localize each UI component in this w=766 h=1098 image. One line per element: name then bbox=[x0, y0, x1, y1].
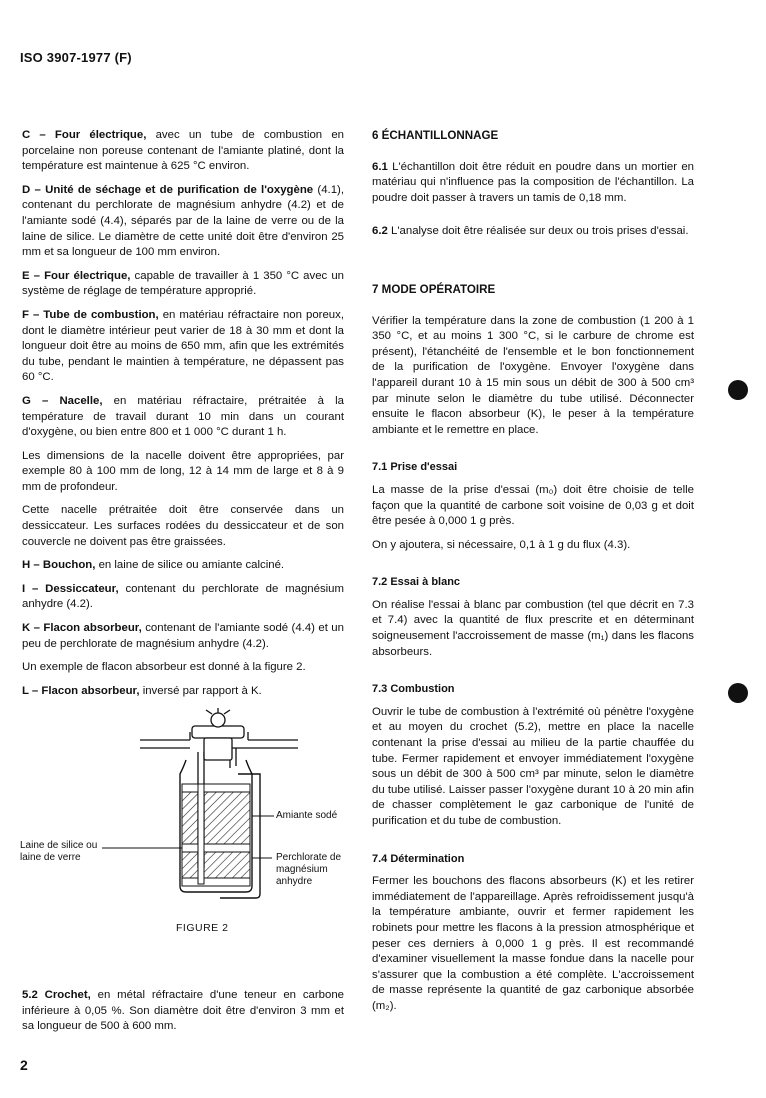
left-column bbox=[22, 128, 344, 707]
section-7-text: Vérifier la température dans la zone de combustion (1 200 à 1 350 °C, et au moins 1 300 °C, si le carbure de chrome est présent), l'étanchéité de l'ensemble et le bon fonctionnement de la purification de l'oxygène. Envoyer l'oxygène dans l'appareil durant 10 à 15 min sous un débit de 300 à 500 cm³ par minute selon le diamètre du tube utilisé. Déconnecter ensuite le flacon absorbeur (K), le peser à la température ambiante et le remettre en place. bbox=[372, 314, 694, 436]
section-7-1-title: 7.1 Prise d'essai bbox=[372, 461, 458, 474]
section-7-4-title: 7.4 Détermination bbox=[372, 852, 465, 865]
label-amiante-sode: Amiante sodé bbox=[276, 810, 338, 821]
item-g: G – Nacelle, en matériau réfractaire, prétraitée à la température de travail durant 10 min dans un courant d'oxygène, ou bien entre 800 et 1 000 °C durant 1 h. bbox=[22, 394, 344, 439]
section-7-3-text: Ouvrir le tube de combustion à l'extrémité où pénètre l'oxygène et au moyen du crochet (5.2), mettre en place la nacelle contenant la prise d'essai au milieu de la partie chauffée du tube. Fermer rapidement et envoyer immédiatement l'oxygène sous un débit de 300 à 500 cm³ par minute, selon le diamètre du tube utilisé. Laisser passer l'oxygène durant 10 à 20 min afin de chasser complètement le gaz carbonique de l'unité de purification et du tube de combustion. bbox=[372, 705, 694, 827]
label-laine: Laine de silice ou laine de verre bbox=[20, 840, 98, 863]
paragraph-example: Un exemple de flacon absorbeur est donné à la figure 2. bbox=[22, 661, 306, 674]
section-6-2: 6.2 L'analyse doit être réalisée sur deux ou trois prises d'essai. bbox=[372, 225, 689, 238]
punch-hole-mark bbox=[728, 683, 748, 703]
punch-hole-mark bbox=[728, 380, 748, 400]
section-7-1-text2: On y ajoutera, si nécessaire, 0,1 à 1 g du flux (4.3). bbox=[372, 538, 631, 551]
item-l: L – Flacon absorbeur, inversé par rapport à K. bbox=[22, 684, 262, 697]
section-6-title: 6 ÉCHANTILLONNAGE bbox=[372, 129, 499, 142]
section-6-1: 6.1 L'échantillon doit être réduit en poudre dans un mortier en matériau qui n'influence pas la composition de l'échantillon. La poudre doit passer à travers un tamis de 0,18 mm. bbox=[372, 160, 694, 204]
section-7-4-text: Fermer les bouchons des flacons absorbeurs (K) et les retirer immédiatement de l'appareillage. Après refroidissement jusqu'à la température ambiante, ouvrir et fermer rapidement les robinets pour mettre les flacons à la pression atmosphérique et peser ces derniers à 0,000 1 g près. Il est recommandé d'examiner visuellement la masse fondue dans la nacelle pour s'assurer que la combustion a été complète. L'accroissement de masse représente la quantité de gaz carbonique absorbée (m₂). bbox=[372, 875, 694, 1012]
section-7-2-text: On réalise l'essai à blanc par combustion (tel que décrit en 7.3 et 7.4) avec la quantité de flux prescrite et en déterminant soigneusement l'accroissement de masse (m₁) dans les flacons absorbeurs. bbox=[372, 598, 694, 658]
figure-caption: FIGURE 2 bbox=[176, 922, 229, 934]
section-5-2: 5.2 Crochet, en métal réfractaire d'une teneur en carbone inférieure à 0,05 %. Son diamètre doit être d'environ 3 mm et sa longueur de 500 à 600 mm. bbox=[22, 989, 344, 1033]
label-perchlorate: Perchlorate de magnésium anhydre bbox=[276, 852, 342, 887]
section-7-title: 7 MODE OPÉRATOIRE bbox=[372, 282, 496, 296]
item-k: K – Flacon absorbeur, contenant de l'amiante sodé (4.4) et un peu de perchlorate de magnésium anhydre (4.2). bbox=[22, 622, 344, 650]
paragraph-pretreat: Cette nacelle prétraitée doit être conservée dans un dessiccateur. Les surfaces rodées du dessiccateur et de son couvercle ne doivent pas être graissées. bbox=[22, 504, 344, 548]
right-column bbox=[372, 128, 694, 1023]
section-7-1-text: La masse de la prise d'essai (m₀) doit être choisie de telle façon que la quantité de carbone soit voisine de 0,03 g et doit être pesée à 0,000 1 g près. bbox=[372, 483, 694, 528]
item-i: I – Dessiccateur, contenant du perchlorate de magnésium anhydre (4.2). bbox=[22, 582, 345, 611]
item-e: E – Four électrique, capable de travailler à 1 350 °C avec un système de réglage de température approprié. bbox=[22, 269, 344, 298]
paragraph-dimensions: Les dimensions de la nacelle doivent être appropriées, par exemple 80 à 100 mm de long, 12 à 14 mm de large et 8 à 9 mm de profondeur. bbox=[22, 449, 344, 493]
figure-2-absorber-flask bbox=[20, 708, 350, 948]
section-7-2-title: 7.2 Essai à blanc bbox=[372, 576, 461, 589]
item-f: F – Tube de combustion, en matériau réfractaire non poreux, dont le diamètre intérieur peut varier de 18 à 30 mm et dont la longueur doit être au moins de 650 mm, afin que les extrémités du tube, pendant le maintien à température, ne dépassent pas 60 °C. bbox=[22, 308, 344, 384]
page-number: 2 bbox=[20, 1057, 28, 1073]
item-d: D – Unité de séchage et de purification de l'oxygène (4.1), contenant du perchlorate de magnésium anhydre (4.2) et de l'amiante sodé (4.4), séparés par de la laine de verre ou de la laine de silice. Le diamètre de cette unité doit être d'environ 25 mm et sa longueur de 100 mm environ. bbox=[22, 183, 344, 259]
item-c: C – Four électrique, avec un tube de combustion en porcelaine non poreuse contenant de l'amiante platiné, dont la température est maintenue à 625 °C environ. bbox=[22, 129, 344, 173]
document-header: ISO 3907-1977 (F) bbox=[20, 50, 132, 65]
item-h: H – Bouchon, en laine de silice ou amiante calciné. bbox=[22, 559, 285, 572]
section-7-3-title: 7.3 Combustion bbox=[372, 683, 455, 696]
